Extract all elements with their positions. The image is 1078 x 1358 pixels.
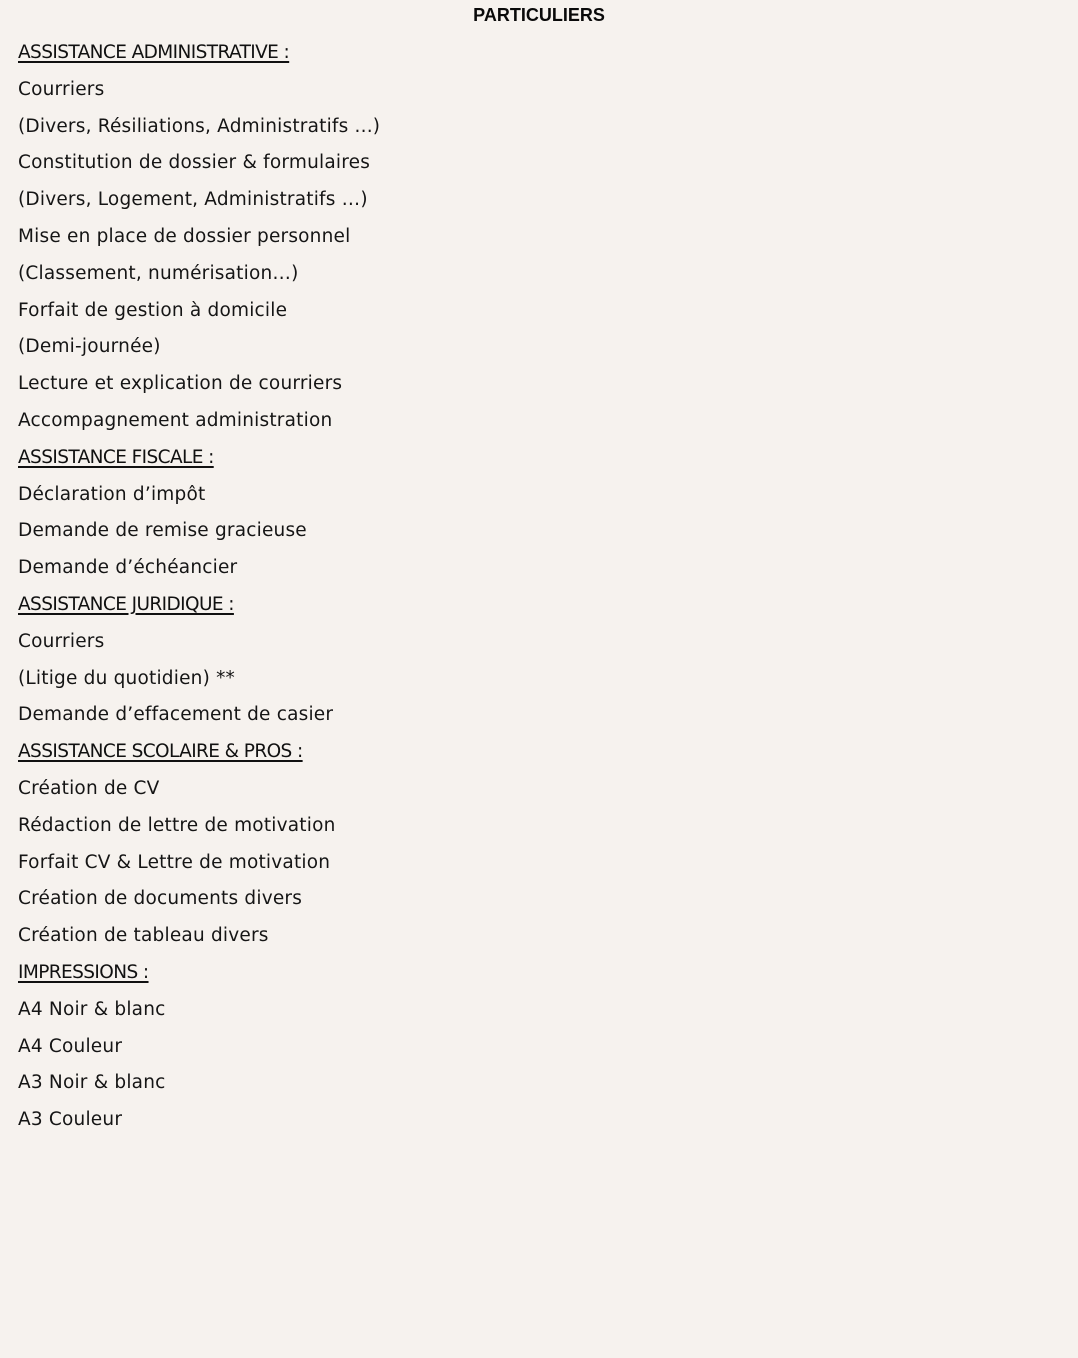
service-list [18, 38, 618, 1142]
section-heading: IMPRESSIONS : [18, 961, 149, 983]
list-item: Courriers [18, 630, 105, 652]
list-item: A3 Couleur [18, 1109, 123, 1131]
list-item-detail: (Divers, Logement, Administratifs …) [18, 189, 368, 211]
list-item: Déclaration d’impôt [18, 483, 206, 505]
section-assistance-administrative [18, 38, 618, 443]
section-assistance-scolaire-pros [18, 737, 618, 958]
list-item: Lecture et explication de courriers [18, 373, 343, 395]
list-item: Demande de remise gracieuse [18, 520, 307, 542]
list-item: Demande d’échéancier [18, 557, 238, 579]
list-item: A4 Couleur [18, 1035, 123, 1057]
list-item: Création de tableau divers [18, 925, 269, 947]
section-heading: ASSISTANCE FISCALE : [18, 446, 214, 468]
list-item: Constitution de dossier & formulaires [18, 152, 371, 174]
section-heading: ASSISTANCE ADMINISTRATIVE : [18, 42, 290, 63]
section-heading: ASSISTANCE SCOLAIRE & PROS : [18, 741, 303, 763]
list-item: Mise en place de dossier personnel [18, 225, 351, 247]
list-item: Création de documents divers [18, 888, 303, 910]
list-item-detail: (Divers, Résiliations, Administratifs ...) [18, 115, 381, 137]
section-assistance-juridique [18, 590, 618, 737]
list-item: Courriers [18, 78, 105, 100]
section-impressions [18, 958, 618, 1142]
list-item-detail: (Litige du quotidien) ** [18, 667, 235, 689]
page-title: PARTICULIERS [473, 5, 605, 25]
section-assistance-fiscale [18, 443, 618, 590]
list-item: Forfait de gestion à domicile [18, 299, 288, 321]
list-item-detail: (Classement, numérisation…) [18, 262, 299, 284]
list-item: Rédaction de lettre de motivation [18, 814, 336, 836]
list-item: Forfait CV & Lettre de motivation [18, 851, 331, 873]
list-item: A3 Noir & blanc [18, 1072, 166, 1094]
list-item: A4 Noir & blanc [18, 998, 166, 1020]
list-item-detail: (Demi-journée) [18, 336, 161, 358]
list-item: Accompagnement administration [18, 409, 333, 431]
section-heading: ASSISTANCE JURIDIQUE : [18, 593, 234, 615]
list-item: Demande d’effacement de casier [18, 704, 334, 726]
list-item: Création de CV [18, 777, 160, 799]
